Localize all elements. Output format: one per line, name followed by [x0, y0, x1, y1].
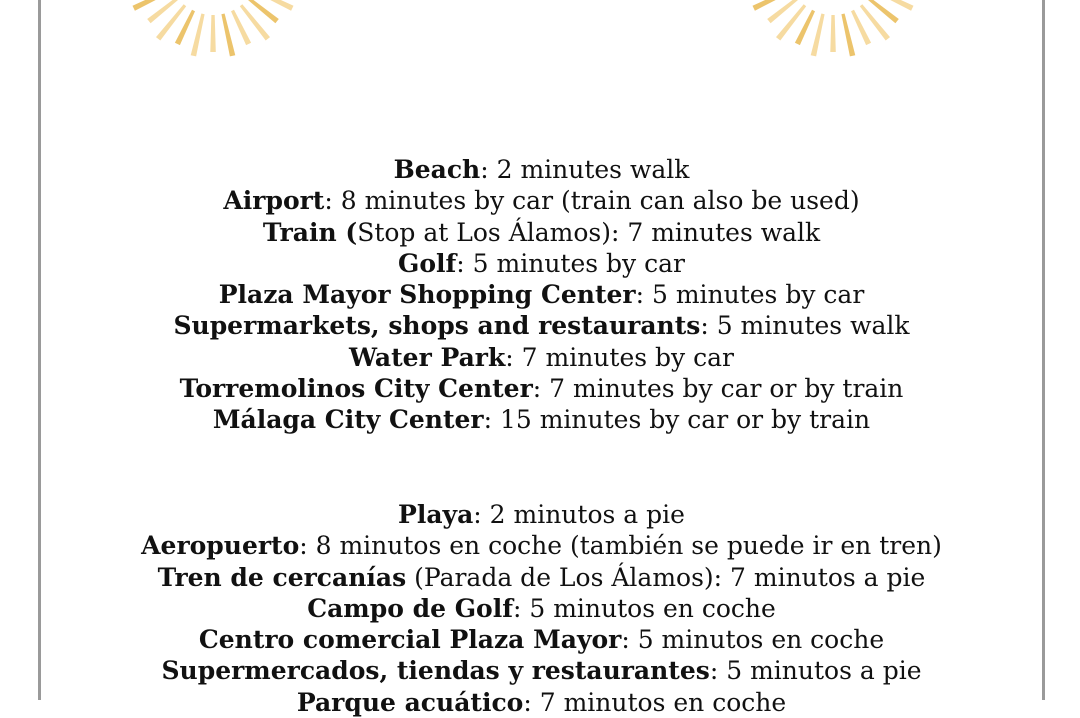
place-label: Water Park — [349, 342, 506, 372]
distance-line — [41, 217, 1042, 248]
place-label: Airport — [223, 186, 325, 216]
place-label: Plaza Mayor Shopping Center — [218, 280, 636, 310]
place-label: Parque acuático — [296, 687, 524, 717]
distance-text: : 5 minutos en coche — [512, 593, 776, 623]
place-label: Train ( — [262, 217, 358, 247]
place-label: Campo de Golf — [307, 593, 513, 623]
distance-line — [41, 279, 1042, 310]
sunburst-ray — [811, 14, 825, 57]
distance-text: : 2 minutos a pie — [473, 500, 685, 529]
distance-text: : 5 minutes by car — [635, 280, 865, 310]
distance-text: : 5 minutos a pie — [709, 656, 922, 686]
distance-text: (Parada de Los Álamos): 7 minutos a pie — [406, 562, 926, 592]
distance-line — [41, 655, 1042, 686]
sunburst-ray — [221, 14, 235, 57]
page-border-right — [1042, 0, 1045, 700]
distance-line — [41, 593, 1042, 624]
sunburst-ray — [210, 15, 216, 52]
distance-line — [41, 154, 1042, 185]
distance-text: : 7 minutes by car — [505, 342, 734, 372]
distance-line — [41, 499, 1042, 530]
sunburst-decoration-left — [123, 0, 303, 60]
place-label: Beach — [393, 155, 481, 184]
place-label: Supermarkets, shops and restaurants — [173, 311, 701, 341]
place-label: Supermercados, tiendas y restaurantes — [161, 656, 710, 686]
distance-line — [41, 624, 1042, 655]
place-label: Málaga City Center — [212, 405, 484, 435]
distance-text: : 5 minutes walk — [700, 311, 910, 341]
distance-text: : 7 minutes by car or by train — [532, 374, 904, 404]
distances-english — [41, 154, 1042, 436]
distance-text: : 15 minutes by car or by train — [483, 405, 871, 435]
distance-line — [41, 185, 1042, 216]
distance-line — [41, 562, 1042, 593]
distance-line — [41, 530, 1042, 561]
distance-line — [41, 248, 1042, 279]
distances-spanish — [41, 499, 1042, 718]
distance-line — [41, 687, 1042, 718]
distance-text: : 5 minutes by car — [456, 248, 685, 278]
distance-line — [41, 310, 1042, 341]
sunburst-decoration-right — [743, 0, 923, 60]
distance-text: : 2 minutes walk — [480, 155, 690, 184]
place-label: Tren de cercanías — [157, 562, 407, 592]
distance-line — [41, 373, 1042, 404]
place-label: Playa — [398, 500, 474, 529]
distance-text: : 8 minutos en coche (también se puede ir en tren) — [299, 531, 942, 561]
sunburst-ray — [830, 15, 836, 52]
distance-text: Stop at Los Álamos): 7 minutes walk — [357, 217, 821, 247]
distance-line — [41, 404, 1042, 435]
place-label: Torremolinos City Center — [179, 374, 533, 404]
distance-text: : 8 minutes by car (train can also be used) — [324, 186, 860, 216]
place-label: Aeropuerto — [141, 531, 300, 561]
place-label: Centro comercial Plaza Mayor — [198, 625, 622, 655]
distance-line — [41, 342, 1042, 373]
place-label: Golf — [398, 248, 457, 278]
distance-text: : 5 minutos en coche — [621, 625, 885, 655]
distance-text: : 7 minutos en coche — [523, 687, 787, 717]
sunburst-ray — [841, 14, 855, 57]
sunburst-ray — [191, 14, 205, 57]
